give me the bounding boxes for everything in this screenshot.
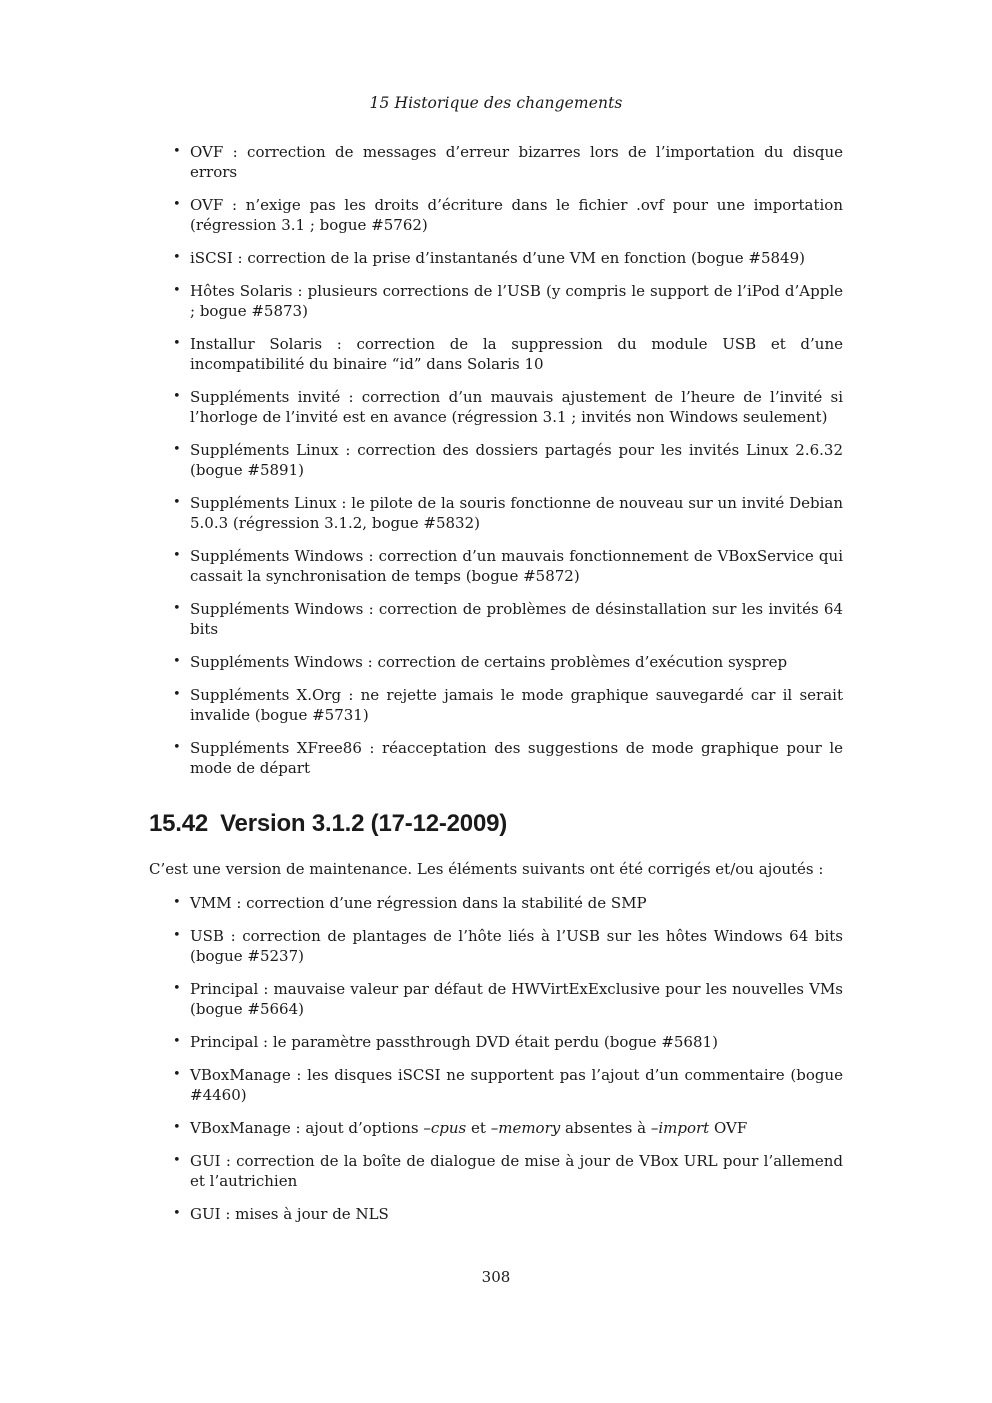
section-intro: C’est une version de maintenance. Les éléments suivants ont été corrigés et/ou ajoutés : — [149, 860, 824, 878]
running-header: 15 Historique des changements — [369, 94, 623, 112]
bullet-icon: • — [173, 442, 181, 457]
changes-list-section — [149, 893, 843, 1224]
bullet-icon: • — [173, 548, 181, 563]
list-item: • VBoxManage : les disques iSCSI ne supportent pas l’ajout d’un commentaire (bogue #4460) — [173, 1066, 843, 1104]
bullet-icon: • — [173, 389, 181, 404]
bullet-icon: • — [173, 250, 181, 265]
bullet-icon: • — [173, 687, 181, 702]
list-item: • Principal : mauvaise valeur par défaut de HWVirtExExclusive pour les nouvelles VMs (bogue #5664) — [173, 980, 843, 1018]
bullet-icon: • — [173, 283, 181, 298]
bullet-icon: • — [173, 197, 181, 212]
bullet-icon: • — [173, 144, 181, 159]
bullet-icon: • — [173, 928, 181, 943]
option-memory: –memory — [490, 1119, 561, 1137]
bullet-icon: • — [173, 336, 181, 351]
list-item: • GUI : mises à jour de NLS — [173, 1205, 389, 1223]
list-item: • Hôtes Solaris : plusieurs corrections de l’USB (y compris le support de l’iPod d’Apple ; bogue #5873) — [173, 282, 843, 320]
list-item: • VBoxManage : ajout d’options –cpus et –memory absentes à –import OVF — [173, 1119, 748, 1137]
option-cpus: –cpus — [423, 1119, 467, 1137]
bullet-icon: • — [173, 1067, 181, 1082]
bullet-icon: • — [173, 740, 181, 755]
list-item: • OVF : n’exige pas les droits d’écriture dans le fichier .ovf pour une importation (régression 3.1 ; bogue #5762) — [173, 196, 843, 234]
section-number: 15.42 — [149, 810, 209, 837]
list-item: • Suppléments Windows : correction de problèmes de désinstallation sur les invités 64 bits — [173, 600, 843, 638]
list-item: • Suppléments X.Org : ne rejette jamais le mode graphique sauvegardé car il serait invalide (bogue #5731) — [173, 686, 843, 724]
list-item: • Suppléments Windows : correction de certains problèmes d’exécution sysprep — [173, 653, 788, 671]
bullet-icon: • — [173, 895, 181, 910]
list-item: • Suppléments XFree86 : réacceptation des suggestions de mode graphique pour le mode de départ — [173, 739, 843, 777]
bullet-icon: • — [173, 654, 181, 669]
list-item: • OVF : correction de messages d’erreur bizarres lors de l’importation du disque errors — [173, 143, 843, 181]
bullet-icon: • — [173, 495, 181, 510]
option-import: –import — [650, 1119, 710, 1137]
list-item: • USB : correction de plantages de l’hôte liés à l’USB sur les hôtes Windows 64 bits (bogue #5237) — [173, 927, 843, 965]
list-item: • Installur Solaris : correction de la suppression du module USB et d’une incompatibilité du binaire “id” dans Solaris 10 — [173, 335, 843, 373]
list-item: • Principal : le paramètre passthrough DVD était perdu (bogue #5681) — [173, 1033, 718, 1051]
page-content — [149, 142, 843, 1237]
section-heading — [149, 809, 843, 839]
page-number: 308 — [481, 1268, 511, 1286]
section-title: Version 3.1.2 (17-12-2009) — [220, 810, 508, 837]
list-item: • Suppléments Linux : le pilote de la souris fonctionne de nouveau sur un invité Debian 5.0.3 (régression 3.1.2, bogue #5832) — [173, 494, 843, 532]
bullet-icon: • — [173, 1153, 181, 1168]
bullet-icon: • — [173, 981, 181, 996]
bullet-icon: • — [173, 601, 181, 616]
list-item: • VMM : correction d’une régression dans la stabilité de SMP — [173, 894, 647, 912]
bullet-icon: • — [173, 1120, 181, 1135]
list-item: • GUI : correction de la boîte de dialogue de mise à jour de VBox URL pour l’allemend et l’autrichien — [173, 1152, 843, 1190]
list-item: • Suppléments Linux : correction des dossiers partagés pour les invités Linux 2.6.32 (bogue #5891) — [173, 441, 843, 479]
changes-list-top — [149, 142, 843, 778]
bullet-icon: • — [173, 1206, 181, 1221]
list-item: • Suppléments Windows : correction d’un mauvais fonctionnement de VBoxService qui cassait la synchronisation de temps (bogue #5872) — [173, 547, 843, 585]
bullet-icon: • — [173, 1034, 181, 1049]
list-item: • Suppléments invité : correction d’un mauvais ajustement de l’heure de l’invité si l’horloge de l’invité est en avance (régression 3.1 ; invités non Windows seulement) — [173, 388, 843, 426]
list-item: • iSCSI : correction de la prise d’instantanés d’une VM en fonction (bogue #5849) — [173, 249, 805, 267]
